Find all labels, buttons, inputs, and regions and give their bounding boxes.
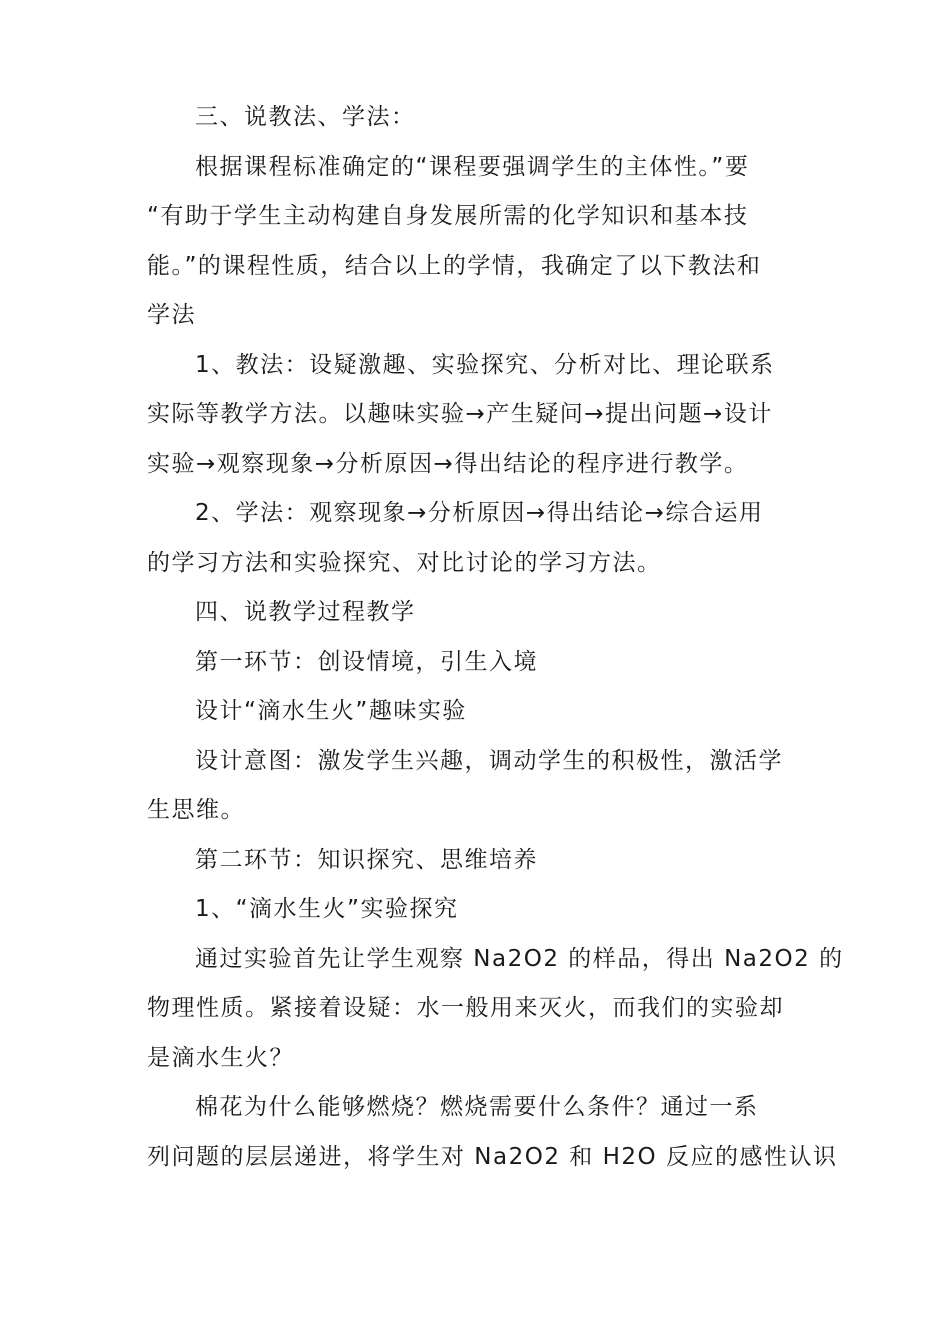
- list-item-experiment: 1、“滴水生火”实验探究: [195, 896, 459, 922]
- section-heading-process: 四、说教学过程教学: [195, 599, 416, 625]
- paragraph-line: 实验→观察现象→分析原因→得出结论的程序进行教学。: [147, 450, 749, 477]
- list-item-learning-method: 2、学法：观察现象→分析原因→得出结论→综合运用: [195, 500, 764, 526]
- section-heading-methods: 三、说教法、学法：: [195, 104, 416, 130]
- paragraph-line: 能。”的课程性质，结合以上的学情，我确定了以下教法和: [147, 252, 762, 279]
- paragraph-line: 通过实验首先让学生观察 Na2O2 的样品，得出 Na2O2 的: [195, 945, 844, 972]
- paragraph-line: 物理性质。紧接着设疑：水一般用来灭火，而我们的实验却: [147, 995, 784, 1021]
- paragraph-line: 实际等教学方法。以趣味实验→产生疑问→提出问题→设计: [147, 401, 773, 427]
- paragraph-line: “有助于学生主动构建自身发展所需的化学知识和基本技: [147, 203, 749, 229]
- paragraph-line: 生思维。: [147, 797, 245, 823]
- subheading-stage-one: 第一环节：创设情境，引生入境: [195, 648, 538, 675]
- paragraph-line: 学法: [147, 302, 196, 328]
- paragraph-line: 根据课程标准确定的“课程要强调学生的主体性。”要: [195, 153, 750, 180]
- paragraph-line: 设计“滴水生火”趣味实验: [195, 698, 467, 724]
- subheading-stage-two: 第二环节：知识探究、思维培养: [195, 846, 538, 873]
- paragraph-line: 是滴水生火？: [147, 1044, 294, 1071]
- document-body: [147, 93, 844, 1182]
- paragraph-line: 的学习方法和实验探究、对比讨论的学习方法。: [147, 549, 662, 576]
- list-item-teaching-method: 1、教法：设疑激趣、实验探究、分析对比、理论联系: [195, 351, 775, 378]
- paragraph-line: 棉花为什么能够燃烧？燃烧需要什么条件？通过一系: [195, 1094, 759, 1120]
- paragraph-line: 设计意图：激发学生兴趣，调动学生的积极性，激活学: [195, 747, 783, 774]
- paragraph-line: 列问题的层层递进，将学生对 Na2O2 和 H2O 反应的感性认识: [147, 1143, 838, 1170]
